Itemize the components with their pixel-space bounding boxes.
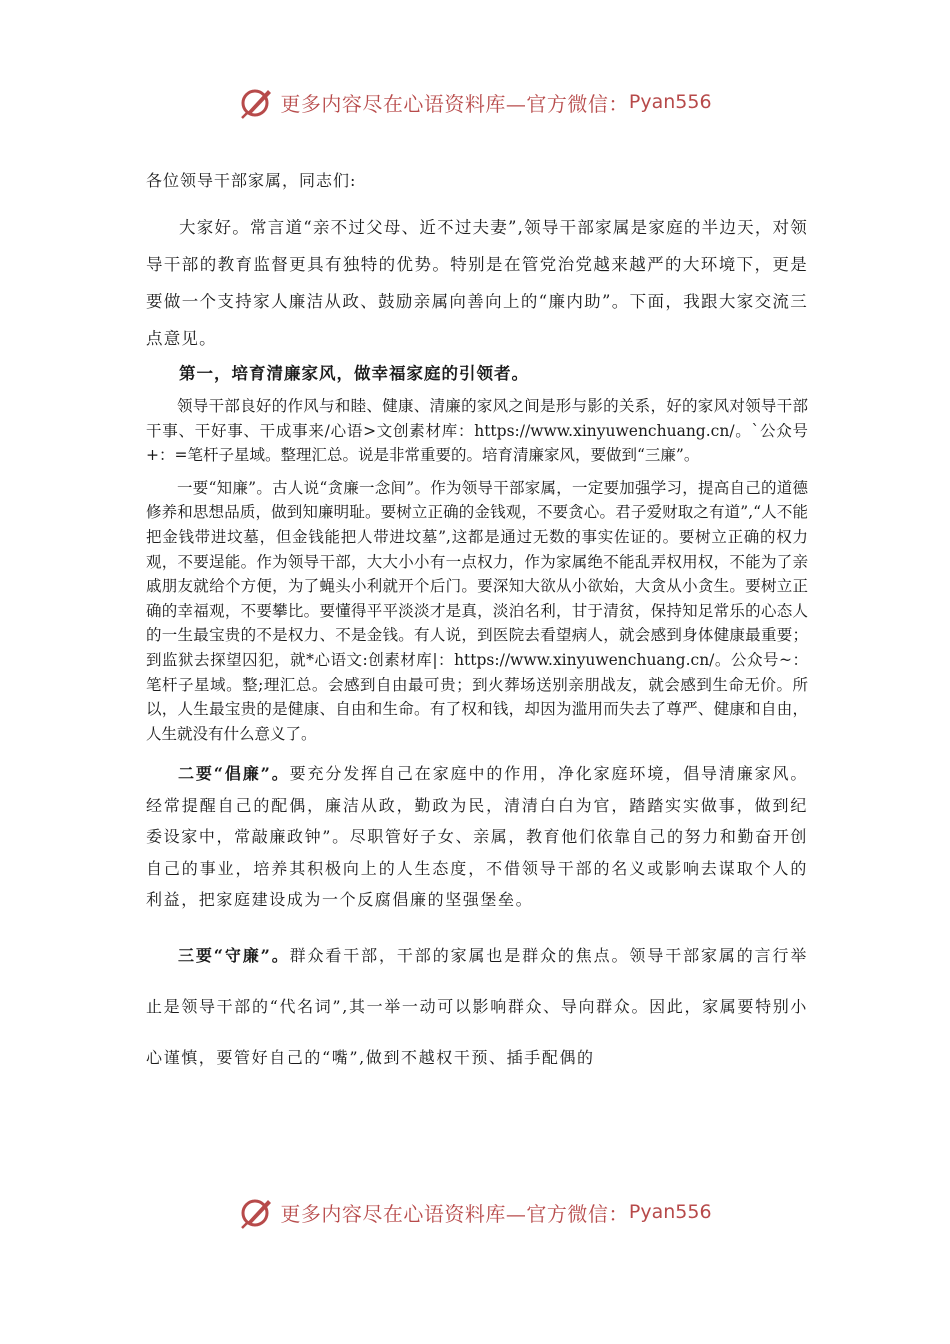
paragraph-lead-2: 二要“倡廉”。 xyxy=(178,764,290,784)
quill-logo-icon xyxy=(238,84,274,120)
section1-paragraph-3 xyxy=(146,758,808,916)
watermark-banner-top xyxy=(0,82,950,122)
paragraph-body-2: 要充分发挥自己在家庭中的作用，净化家庭环境，倡导清廉家风。经常提醒自己的配偶，廉洁从政，勤政为民，清清白白为官，踏踏实实做事，做到纪委设家中，常敲廉政钟”。尽职管好子女、亲属，教育他们依靠自己的努力和勤奋开创自己的事业，培养其积极向上的人生态度，不借领导干部的名义或影响去谋取个人的利益，把家庭建设成为一个反腐倡廉的坚强堡垒。 xyxy=(146,764,808,910)
section1-paragraph-4 xyxy=(146,930,808,1083)
watermark-text: 更多内容尽在心语资料库—官方微信： xyxy=(280,91,629,116)
watermark-banner-bottom xyxy=(0,1192,950,1232)
greeting: 各位领导干部家属，同志们: xyxy=(146,171,357,190)
paragraph-body-3: 群众看干部，干部的家属也是群众的焦点。领导干部家属的言行举止是领导干部的“代名词”,其一举一动可以影响群众、导向群众。因此，家属要特别小心谨慎，要管好自己的“嘴”,做到不越权干预、插手配偶的 xyxy=(146,945,808,1067)
watermark-text: 更多内容尽在心语资料库—官方微信： xyxy=(280,1201,629,1226)
section1-paragraph-1: 领导干部良好的作风与和睦、健康、清廉的家风之间是形与影的关系，好的家风对领导干部干事、干好事、干成事来/心语>文创素材库：https://www.xinyuwenchuang.cn/。`公众号+：=笔杆子星域。整理汇总。说是非常重要的。培育清廉家风，要做到“三廉”。 xyxy=(146,397,808,465)
section1-heading: 第一，培育清廉家风，做幸福家庭的引领者。 xyxy=(179,364,529,383)
document-body xyxy=(146,168,808,1083)
watermark-wechat-id: Pyan556 xyxy=(628,1201,712,1223)
section1-paragraph-2: 一要“知廉”。古人说“贪廉一念间”。作为领导干部家属，一定要加强学习，提高自己的道德修养和思想品质，做到知廉明耻。要树立正确的金钱观，不要贪心。君子爱财取之有道”,“人不能把金钱带进坟墓，但金钱能把人带进坟墓”,这都是通过无数的事实佐证的。要树立正确的权力观，不要逞能。作为领导干部，大大小小有一点权力，作为家属绝不能乱弄权用权，不能为了亲戚朋友就给个方便，为了蝇头小利就开个后门。要深知大欲从小欲始，大贪从小贪生。要树立正确的幸福观，不要攀比。要懂得平平淡淡才是真，淡泊名利，甘于清贫，保持知足常乐的心态人的一生最宝贵的不是权力、不是金钱。有人说，到医院去看望病人，就会感到身体健康最重要；到监狱去探望囚犯，就*心语文:创素材库|：https://www.xinyuwenchuang.cn/。公众号~：笔杆子星域。整;理汇总。会感到自由最可贵；到火葬场送别亲朋战友，就会感到生命无价。所以，人生最宝贵的是健康、自由和生命。有了权和钱，却因为滥用而失去了尊严、健康和自由，人生就没有什么意义了。 xyxy=(146,478,808,743)
paragraph-lead-3: 三要“守廉”。 xyxy=(178,945,290,965)
intro-paragraph: 大家好。常言道“亲不过父母、近不过夫妻”,领导干部家属是家庭的半边天，对领导干部的教育监督更具有独特的优势。特别是在管党治党越来越严的大环境下，更是要做一个支持家人廉洁从政、鼓励亲属向善向上的“廉内助”。下面，我跟大家交流三点意见。 xyxy=(146,218,808,348)
quill-logo-icon xyxy=(238,1194,274,1230)
watermark-wechat-id: Pyan556 xyxy=(628,91,712,113)
